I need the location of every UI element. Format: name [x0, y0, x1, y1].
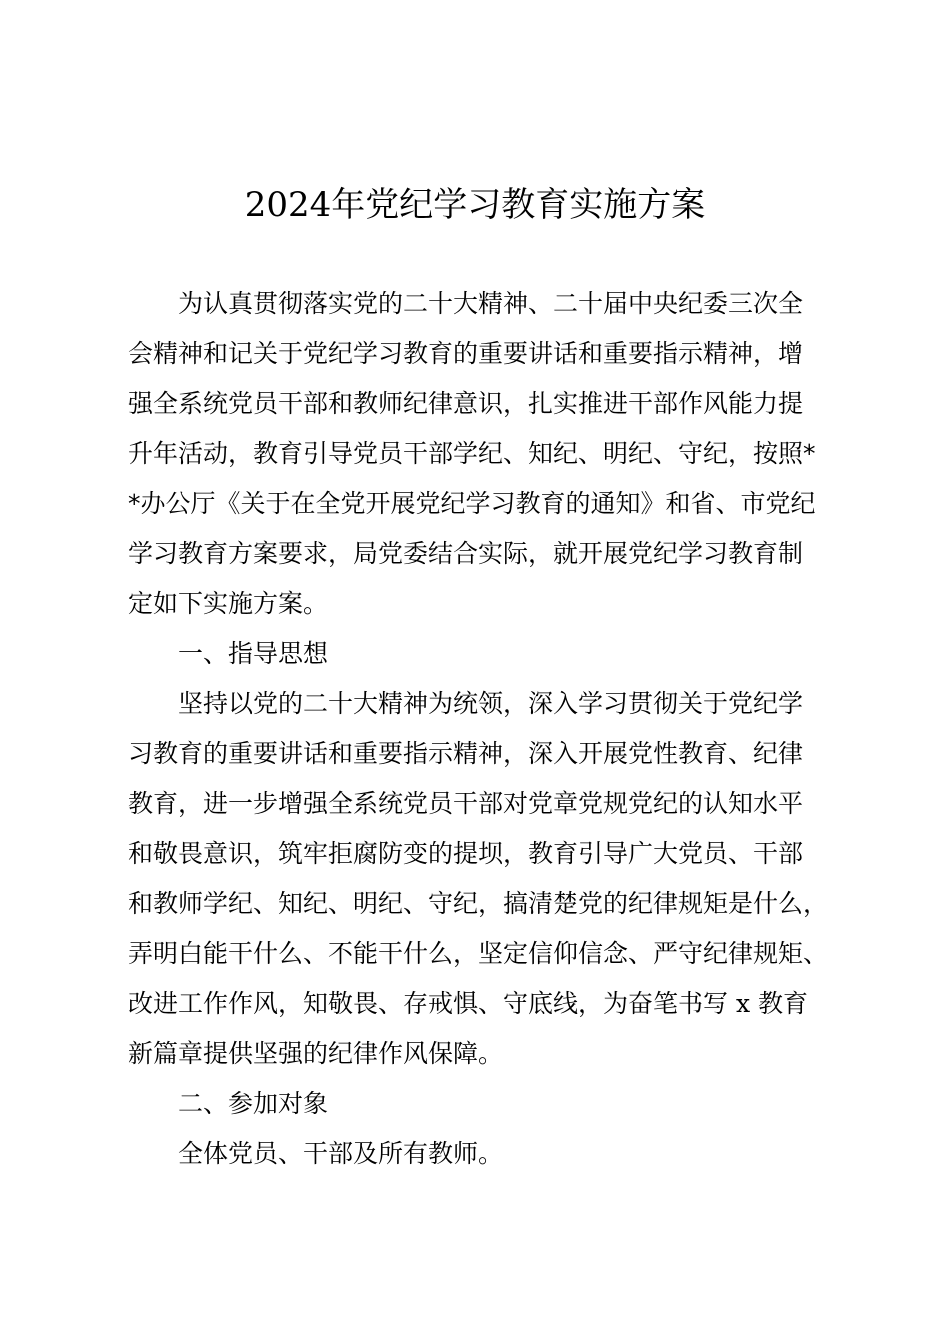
paragraph-line: 学习教育方案要求，局党委结合实际，就开展党纪学习教育制	[128, 539, 804, 568]
document-title	[0, 181, 950, 229]
paragraph-line: 会精神和记关于党纪学习教育的重要讲话和重要指示精神，增	[128, 339, 804, 368]
section-heading: 一、指导思想	[178, 639, 329, 668]
paragraph-line: 教育，进一步增强全系统党员干部对党章党规党纪的认知水平	[128, 789, 804, 818]
placeholder-x: x	[735, 989, 751, 1018]
paragraph-line: 定如下实施方案。	[128, 589, 329, 618]
paragraph-line: 弄明白能干什么、不能干什么，坚定信仰信念、严守纪律规矩、	[128, 939, 829, 968]
paragraph-line: 强全系统党员干部和教师纪律意识，扎实推进干部作风能力提	[128, 389, 804, 418]
title-year: 2024	[244, 185, 332, 225]
paragraph-line: 全体党员、干部及所有教师。	[178, 1139, 504, 1168]
paragraph-line: 坚持以党的二十大精神为统领，深入学习贯彻关于党纪学	[178, 689, 804, 718]
title-text: 年党纪学习教育实施方案	[331, 185, 706, 225]
paragraph-line: 习教育的重要讲话和重要指示精神，深入开展党性教育、纪律	[128, 739, 804, 768]
line-segment: 改进工作作风，知敬畏、存戒惧、守底线，为奋笔书写	[128, 989, 729, 1018]
paragraph-line	[128, 986, 808, 1022]
paragraph-line: 升年活动，教育引导党员干部学纪、知纪、明纪、守纪，按照*	[128, 439, 816, 468]
section-heading: 二、参加对象	[178, 1089, 329, 1118]
paragraph-line: 新篇章提供坚强的纪律作风保障。	[128, 1039, 504, 1068]
paragraph-line: 和教师学纪、知纪、明纪、守纪，搞清楚党的纪律规矩是什么，	[128, 889, 829, 918]
paragraph-line: 和敬畏意识，筑牢拒腐防变的提坝，教育引导广大党员、干部	[128, 839, 804, 868]
paragraph-line: 为认真贯彻落实党的二十大精神、二十届中央纪委三次全	[178, 289, 804, 318]
paragraph-line: *办公厅《关于在全党开展党纪学习教育的通知》和省、市党纪	[128, 489, 816, 518]
line-segment: 教育	[758, 989, 809, 1018]
